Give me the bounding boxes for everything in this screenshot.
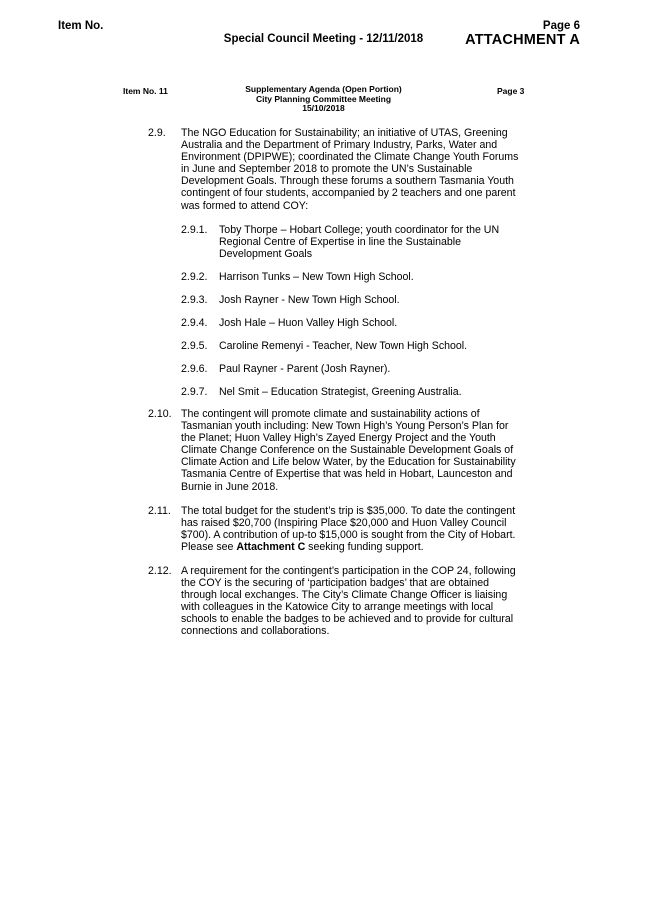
text-line: Climate Change Conference on the Sustainable Development Goals of	[181, 444, 514, 457]
section-2-12-text	[181, 565, 526, 638]
attachment-c-reference: Attachment C	[236, 541, 306, 554]
subsection-text	[219, 340, 526, 352]
section-number: 2.10.	[148, 408, 172, 420]
text-line: Harrison Tunks – New Town High School.	[219, 271, 414, 283]
subheader-title-line2: City Planning Committee Meeting	[255, 93, 392, 104]
text-line: Josh Rayner - New Town High School.	[219, 294, 400, 306]
text-line: Tasmanian youth including: New Town High’s Young Person’s Plan for	[181, 420, 509, 433]
section-number: 2.12.	[148, 565, 172, 577]
text-line-with-attachment	[181, 541, 526, 553]
text-line: in June and September 2018 to promote the UN’s Sustainable	[181, 163, 473, 176]
text-line: Environment (DPIPWE); coordinated the Climate Change Youth Forums	[181, 151, 519, 164]
text-line: Regional Centre of Expertise in line the Sustainable	[219, 236, 462, 249]
section-number: 2.11.	[148, 505, 171, 517]
header-page-number: Page 6	[542, 20, 580, 32]
text-line: Josh Hale – Huon Valley High School.	[219, 317, 398, 329]
subheader-date: 15/10/2018	[302, 103, 345, 113]
text-line: was formed to attend COY:	[181, 199, 309, 212]
text-line: contingent of four students, accompanied by 2 teachers and one parent	[181, 187, 516, 200]
subsection-number: 2.9.2.	[181, 271, 208, 283]
text-line: Australia and the Department of Primary Industry, Parks, Water and	[181, 139, 498, 152]
text-line: schools to enable the badges to be achieved and to provide for cultural	[181, 613, 514, 626]
section-2-9-text	[181, 127, 526, 212]
subsection-number: 2.9.1.	[181, 224, 208, 236]
text-line: Development Goals	[219, 248, 313, 261]
subsection-text	[219, 317, 526, 329]
text-line: Tasmania Centre of Expertise that was held in Hobart, Launceston and	[181, 468, 513, 481]
subheader-title-block	[0, 85, 647, 114]
subsection-text	[219, 271, 526, 283]
text-line: through local exchanges. The City’s Climate Change Officer is liaising	[181, 589, 508, 602]
section-2-10-text	[181, 408, 526, 493]
text-line: connections and collaborations.	[181, 625, 330, 638]
text-line: Paul Rayner - Parent (Josh Rayner).	[219, 363, 391, 375]
text-line: Toby Thorpe – Hobart College; youth coordinator for the UN	[219, 224, 500, 236]
header-item-no: Item No.	[58, 20, 104, 32]
section-2-11-text	[181, 505, 526, 553]
text-line: The contingent will promote climate and sustainability actions of	[181, 408, 480, 420]
text-line: The total budget for the student’s trip is $35,000. To date the contingent	[181, 505, 516, 517]
text-line: the COY is the securing of ‘participation badges’ that are obtained	[181, 577, 489, 590]
text-line: Climate Action and Life below Water, by the Education for Sustainability	[181, 456, 516, 469]
subsection-text	[219, 363, 526, 375]
section-number: 2.9.	[148, 127, 166, 139]
text-line: Nel Smit – Education Strategist, Greening Australia.	[219, 386, 462, 398]
text-line: $700). A contribution of up-to $15,000 is sought from the City of Hobart.	[181, 529, 516, 542]
subsection-number: 2.9.3.	[181, 294, 208, 306]
subsection-text	[219, 224, 526, 260]
subsection-text	[219, 386, 526, 398]
subheader-title-line1: Supplementary Agenda (Open Portion)	[245, 84, 402, 94]
text-line: Development Goals. Through these forums a southern Tasmania Youth	[181, 175, 514, 188]
text-line: Caroline Remenyi - Teacher, New Town High School.	[219, 340, 468, 352]
subsection-number: 2.9.4.	[181, 317, 208, 329]
subsection-number: 2.9.6.	[181, 363, 208, 375]
header-meeting-title: Special Council Meeting - 12/11/2018	[223, 33, 424, 45]
text-line: has raised $20,700 (Inspiring Place $20,000 and Huon Valley Council	[181, 517, 507, 530]
text-fragment: seeking funding support.	[305, 541, 424, 554]
subsection-number: 2.9.7.	[181, 386, 208, 398]
text-line: The NGO Education for Sustainability; an initiative of UTAS, Greening	[181, 127, 508, 139]
subsection-number: 2.9.5.	[181, 340, 208, 352]
subheader-item: Item No. 11	[123, 86, 168, 96]
text-fragment: Please see	[181, 541, 237, 554]
text-line: A requirement for the contingent’s participation in the COP 24, following	[181, 565, 516, 577]
header-attachment-label: ATTACHMENT A	[465, 32, 580, 48]
subheader-page: Page 3	[497, 86, 525, 96]
text-line: Burnie in June 2018.	[181, 480, 279, 493]
subsection-text	[219, 294, 526, 306]
text-line: the Planet; Huon Valley High’s Zayed Energy Project and the Youth	[181, 432, 496, 445]
text-line: with colleagues in the Katowice City to arrange meetings with local	[181, 601, 494, 614]
